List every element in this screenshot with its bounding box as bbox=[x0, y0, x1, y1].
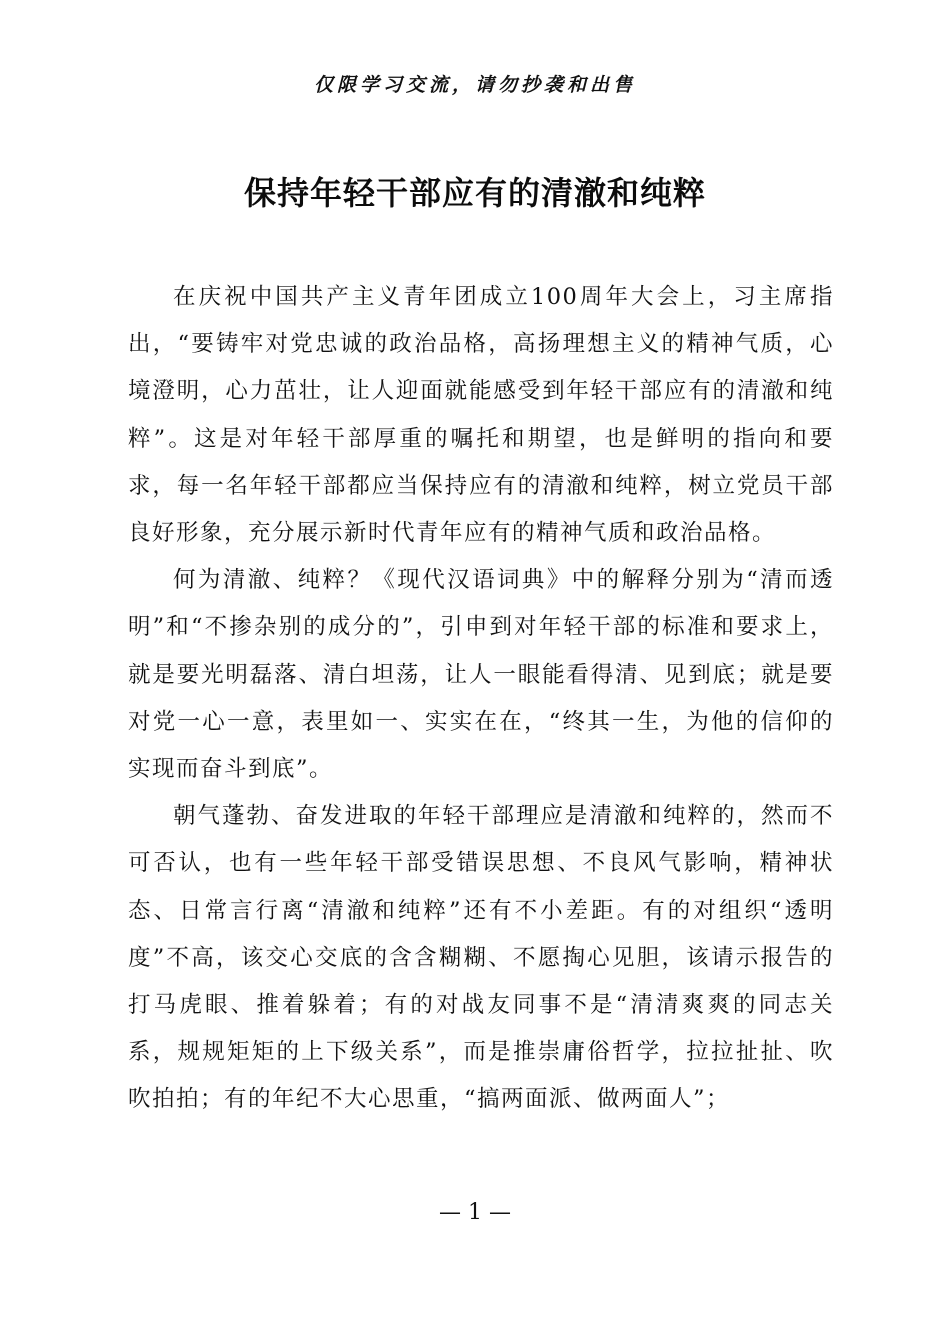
page-title: 保持年轻干部应有的清澈和纯粹 bbox=[243, 174, 706, 212]
document-body bbox=[128, 274, 834, 1124]
paragraph-1: 在庆祝中国共产主义青年团成立100周年大会上，习主席指出，“要铸牢对党忠诚的政治品格，高扬理想主义的精神气质，心境澄明，心力茁壮，让人迎面就能感受到年轻干部应有的清澈和纯粹”。这是对年轻干部厚重的嘱托和期望，也是鲜明的指向和要求，每一名年轻干部都应当保持应有的清澈和纯粹，树立党员干部良好形象，充分展示新时代青年应有的精神气质和政治品格。 bbox=[128, 284, 834, 547]
paragraph-3: 朝气蓬勃、奋发进取的年轻干部理应是清澈和纯粹的，然而不可否认，也有一些年轻干部受错误思想、不良风气影响，精神状态、日常言行离“清澈和纯粹”还有不小差距。有的对组织“透明度”不高，该交心交底的含含糊糊、不愿掏心见胆，该请示报告的打马虎眼、推着躲着；有的对战友同事不是“清清爽爽的同志关系，规规矩矩的上下级关系”，而是推崇庸俗哲学，拉拉扯扯、吹吹拍拍；有的年纪不大心思重，“搞两面派、做两面人”； bbox=[128, 803, 834, 1113]
header-note: 仅限学习交流，请勿抄袭和出售 bbox=[313, 74, 636, 96]
paragraph-2: 何为清澈、纯粹？《现代汉语词典》中的解释分别为“清而透明”和“不掺杂别的成分的”，引申到对年轻干部的标准和要求上，就是要光明磊落、清白坦荡，让人一眼能看得清、见到底；就是要对党一心一意，表里如一、实实在在，“终其一生，为他的信仰的实现而奋斗到底”。 bbox=[128, 567, 834, 783]
page-number: — 1 — bbox=[439, 1200, 511, 1225]
